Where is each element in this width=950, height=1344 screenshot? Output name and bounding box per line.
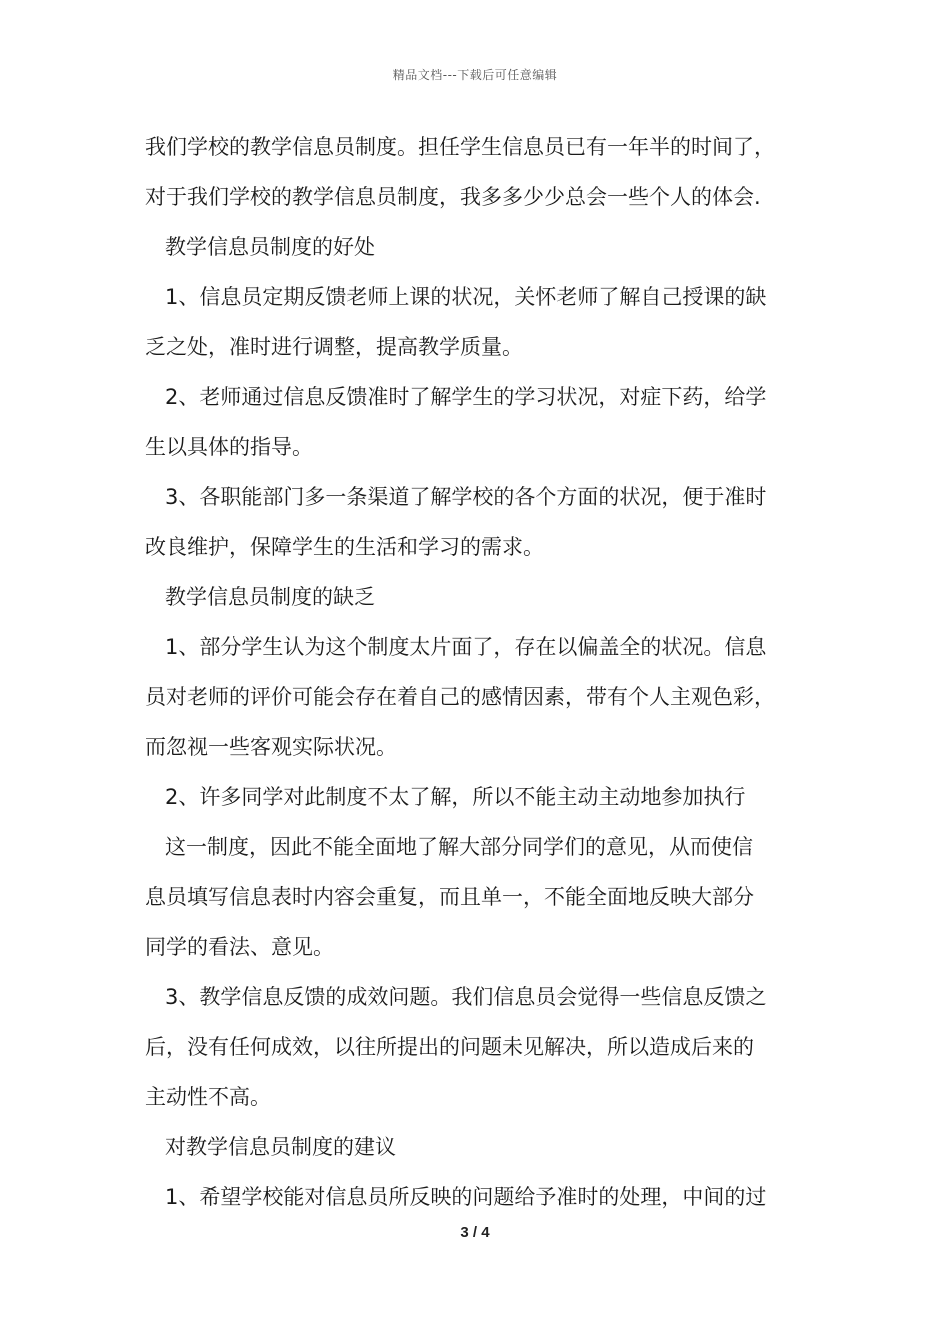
paragraph-line: 1、部分学生认为这个制度太片面了，存在以偏盖全的状况。信息 — [165, 635, 767, 659]
paragraph-line: 息员填写信息表时内容会重复，而且单一，不能全面地反映大部分 — [145, 885, 754, 909]
paragraph-line: 2、许多同学对此制度不太了解，所以不能主动主动地参加执行 — [165, 785, 746, 809]
paragraph-line: 而忽视一些客观实际状况。 — [145, 735, 397, 759]
paragraph-line: 3、各职能部门多一条渠道了解学校的各个方面的状况，便于准时 — [165, 485, 767, 509]
paragraph-line: 改良维护，保障学生的生活和学习的需求。 — [145, 535, 544, 559]
paragraph-line: 同学的看法、意见。 — [145, 935, 334, 959]
paragraph-line: 这一制度，因此不能全面地了解大部分同学们的意见，从而使信 — [165, 835, 753, 859]
paragraph-line: 后，没有任何成效，以往所提出的问题未见解决，所以造成后来的 — [145, 1035, 754, 1059]
paragraph-line: 1、希望学校能对信息员所反映的问题给予准时的处理，中间的过 — [165, 1185, 767, 1209]
section-heading-suggestions: 对教学信息员制度的建议 — [165, 1135, 396, 1159]
section-heading-shortcomings: 教学信息员制度的缺乏 — [165, 585, 375, 609]
paragraph-line: 3、教学信息反馈的成效问题。我们信息员会觉得一些信息反馈之 — [165, 985, 767, 1009]
paragraph-line: 生以具体的指导。 — [145, 435, 313, 459]
paragraph-line: 对于我们学校的教学信息员制度，我多多少少总会一些个人的体会. — [145, 185, 761, 209]
document-body — [145, 122, 825, 1222]
paragraph-line: 我们学校的教学信息员制度。担任学生信息员已有一年半的时间了， — [145, 135, 775, 159]
paragraph-line: 2、老师通过信息反馈准时了解学生的学习状况，对症下药，给学 — [165, 385, 767, 409]
page-number: 3 / 4 — [460, 1224, 490, 1241]
page-header: 精品文档---下载后可任意编辑 — [392, 68, 558, 82]
section-heading-benefits: 教学信息员制度的好处 — [165, 235, 375, 259]
paragraph-line: 员对老师的评价可能会存在着自己的感情因素，带有个人主观色彩， — [145, 685, 775, 709]
paragraph-line: 1、信息员定期反馈老师上课的状况，关怀老师了解自己授课的缺 — [165, 285, 767, 309]
paragraph-line: 主动性不高。 — [145, 1085, 271, 1109]
paragraph-line: 乏之处，准时进行调整，提高教学质量。 — [145, 335, 523, 359]
